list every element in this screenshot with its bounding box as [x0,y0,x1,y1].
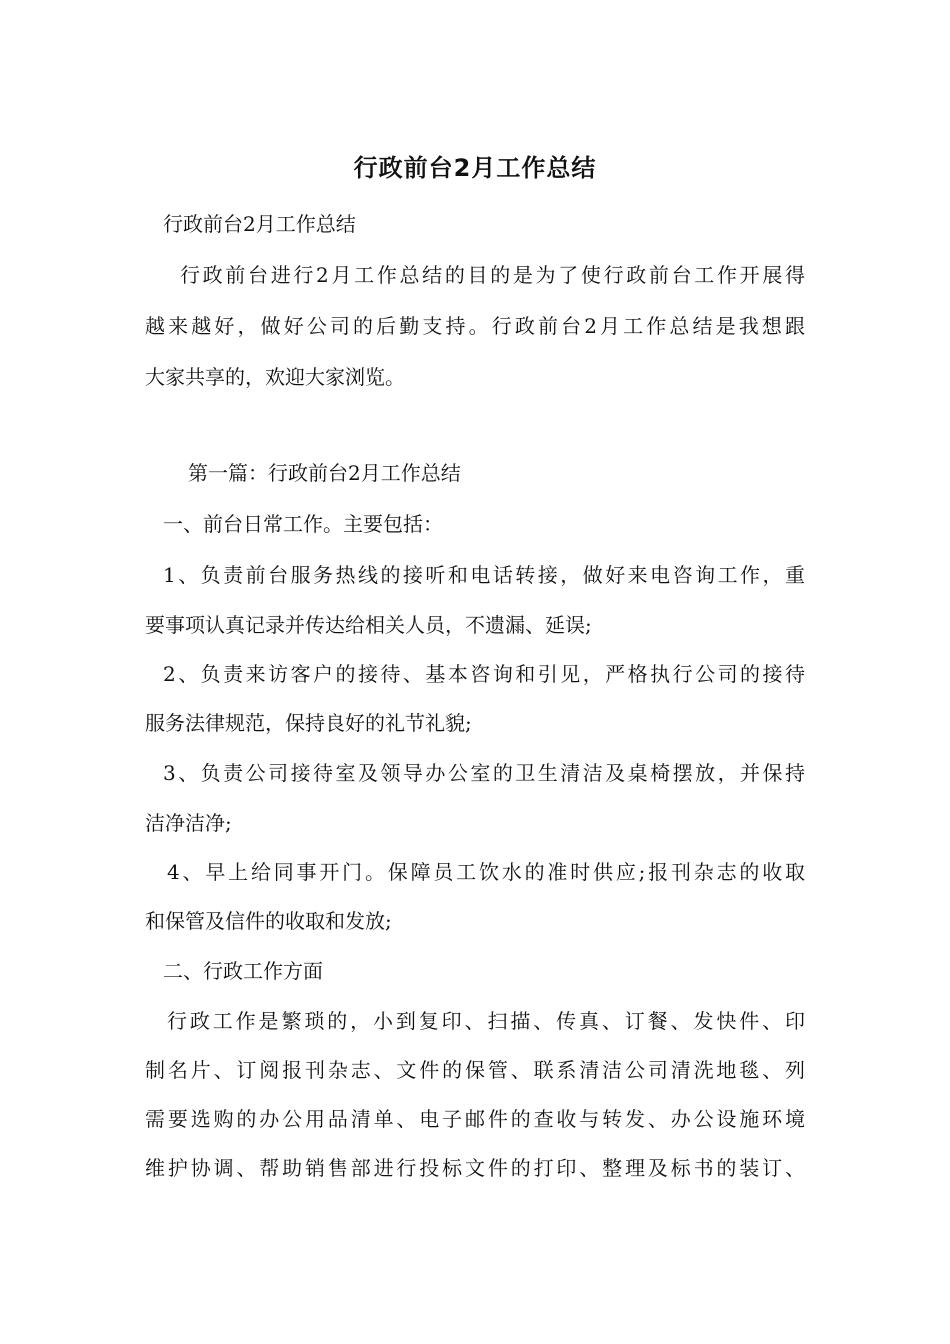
list-item-line: 服务法律规范，保持良好的礼节礼貌; [145,711,472,735]
paragraph-line: 越来越好，做好公司的后勤支持。行政前台2月工作总结是我想跟 [145,314,805,338]
list-item-line: 1、负责前台服务热线的接听和电话转接，做好来电咨询工作，重 [163,563,805,587]
document-title: 行政前台2月工作总结 [353,154,597,182]
list-item-line: 3、负责公司接待室及领导办公室的卫生清洁及桌椅摆放，并保持 [163,761,805,785]
section-heading: 二、行政工作方面 [163,959,323,983]
section-heading: 一、前台日常工作。主要包括： [163,512,443,536]
paragraph-line: 大家共享的，欢迎大家浏览。 [145,365,405,389]
list-item-line: 2、负责来访客户的接待、基本咨询和引见，严格执行公司的接待 [163,662,805,686]
paragraph-line: 维护协调、帮助销售部进行投标文件的打印、整理及标书的装订、 [145,1156,805,1180]
paragraph-line: 行政前台进行2月工作总结的目的是为了使行政前台工作开展得 [180,263,805,287]
paragraph-line: 制名片、订阅报刊杂志、文件的保管、联系清洁公司清洗地毯、列 [145,1058,805,1082]
section-heading: 第一篇：行政前台2月工作总结 [188,461,461,485]
paragraph-line: 行政前台2月工作总结 [163,212,356,236]
list-item-line: 和保管及信件的收取和发放; [145,909,392,933]
paragraph-line: 行政工作是繁琐的，小到复印、扫描、传真、订餐、发快件、印 [167,1009,805,1033]
list-item-line: 要事项认真记录并传达给相关人员，不遗漏、延误; [145,613,592,637]
list-item-line: 4、早上给同事开门。保障员工饮水的准时供应;报刊杂志的收取 [167,860,805,884]
list-item-line: 洁净洁净; [145,811,232,835]
paragraph-line: 需要选购的办公用品清单、电子邮件的查收与转发、办公设施环境 [145,1107,805,1131]
